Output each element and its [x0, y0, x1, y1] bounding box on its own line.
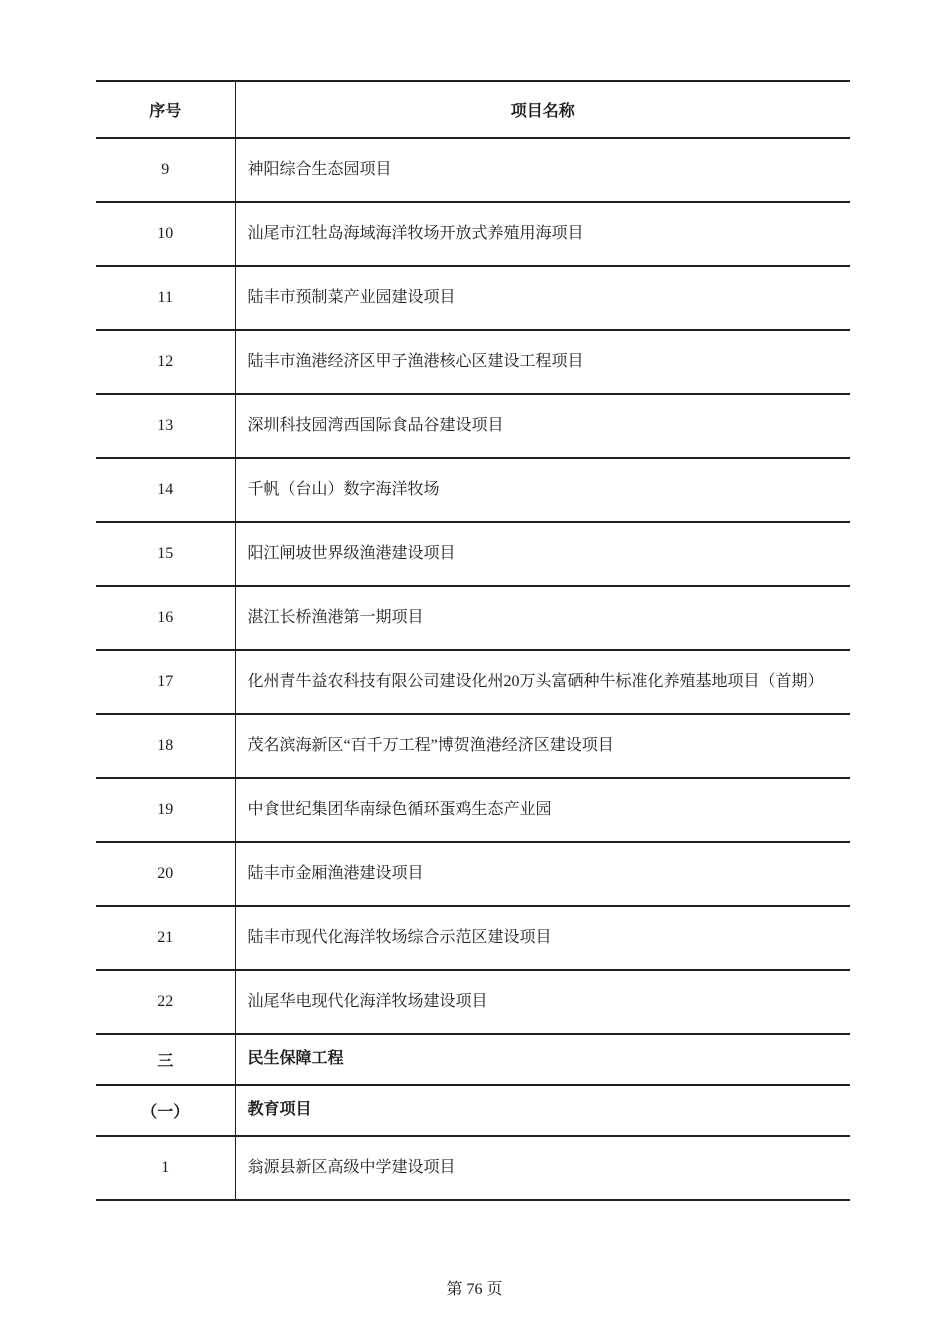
- row-serial-number: （一）: [96, 1085, 235, 1136]
- row-serial-number: 17: [96, 650, 235, 714]
- row-project-name: 陆丰市现代化海洋牧场综合示范区建设项目: [247, 928, 552, 946]
- row-serial-number: 18: [96, 714, 235, 778]
- row-project-name: 翁源县新区高级中学建设项目: [247, 1158, 456, 1176]
- row-project-name: 湛江长桥渔港第一期项目: [247, 608, 424, 626]
- page-number: 第 76 页: [446, 1281, 503, 1298]
- row-serial-number: 11: [96, 266, 235, 330]
- row-project-name: 中食世纪集团华南绿色循环蛋鸡生态产业园: [247, 800, 552, 818]
- row-serial-number: 20: [96, 842, 235, 906]
- table-row: [96, 714, 850, 778]
- row-project-name: 神阳综合生态园项目: [247, 160, 392, 178]
- row-project-name: 阳江闸坡世界级渔港建设项目: [247, 544, 456, 562]
- table-row: [96, 1034, 850, 1085]
- table-row: [96, 1085, 850, 1136]
- row-project-name: 民生保障工程: [247, 1050, 344, 1068]
- row-serial-number: 1: [96, 1136, 235, 1200]
- table-row: [96, 138, 850, 202]
- row-project-name: 茂名滨海新区“百千万工程”博贺渔港经济区建设项目: [247, 736, 614, 754]
- row-serial-number: 21: [96, 906, 235, 970]
- table-row: [96, 202, 850, 266]
- table-row: [96, 970, 850, 1034]
- project-table: [96, 80, 850, 1201]
- project-table-body: [96, 138, 850, 1200]
- row-project-name: 深圳科技园湾西国际食品谷建设项目: [247, 416, 504, 434]
- row-serial-number: 13: [96, 394, 235, 458]
- table-row: [96, 842, 850, 906]
- header-serial-number: 序号: [96, 81, 235, 138]
- table-row: [96, 522, 850, 586]
- table-row: [96, 1136, 850, 1200]
- row-project-name: 陆丰市渔港经济区甲子渔港核心区建设工程项目: [247, 352, 584, 370]
- row-serial-number: 19: [96, 778, 235, 842]
- row-project-name: 千帆（台山）数字海洋牧场: [247, 480, 440, 498]
- row-serial-number: 9: [96, 138, 235, 202]
- row-project-name: 陆丰市金厢渔港建设项目: [247, 864, 424, 882]
- table-row: [96, 458, 850, 522]
- row-project-name: 汕尾市江牡岛海域海洋牧场开放式养殖用海项目: [247, 224, 584, 242]
- row-serial-number: 14: [96, 458, 235, 522]
- header-row: [96, 81, 850, 138]
- row-serial-number: 三: [96, 1034, 235, 1085]
- row-serial-number: 15: [96, 522, 235, 586]
- row-project-name: 陆丰市预制菜产业园建设项目: [247, 288, 456, 306]
- header-project-name: 项目名称: [510, 103, 575, 120]
- table-row: [96, 586, 850, 650]
- project-table-header: [96, 81, 850, 138]
- row-serial-number: 12: [96, 330, 235, 394]
- row-serial-number: 10: [96, 202, 235, 266]
- row-project-name: 化州青牛益农科技有限公司建设化州20万头富硒种牛标准化养殖基地项目（首期）: [247, 672, 824, 690]
- row-serial-number: 22: [96, 970, 235, 1034]
- row-project-name: 汕尾华电现代化海洋牧场建设项目: [247, 992, 488, 1010]
- table-row: [96, 266, 850, 330]
- row-serial-number: 16: [96, 586, 235, 650]
- table-row: [96, 778, 850, 842]
- row-project-name: 教育项目: [247, 1101, 312, 1119]
- table-row: [96, 394, 850, 458]
- table-row: [96, 650, 850, 714]
- table-row: [96, 906, 850, 970]
- table-row: [96, 330, 850, 394]
